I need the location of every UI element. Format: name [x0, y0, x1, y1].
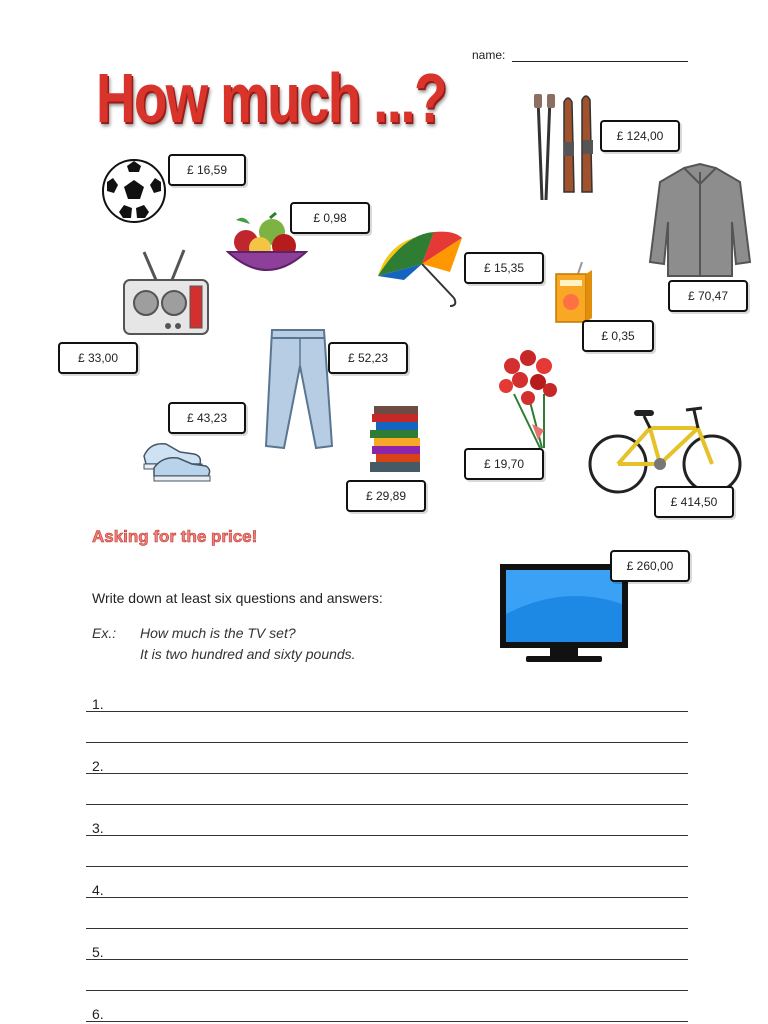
football-icon [101, 158, 167, 224]
answer-line[interactable] [86, 804, 688, 805]
price-tag-football: £ 16,59 [168, 154, 246, 186]
answer-line[interactable] [86, 773, 688, 774]
answer-line[interactable] [86, 990, 688, 991]
answer-line[interactable] [86, 711, 688, 712]
example-question: How much is the TV set? [140, 625, 296, 641]
answer-number-1: 1. [92, 696, 104, 712]
roses-icon [494, 344, 562, 454]
price-tag-jeans: £ 52,23 [328, 342, 408, 374]
price-tag-sneakers: £ 43,23 [168, 402, 246, 434]
answer-line[interactable] [86, 866, 688, 867]
instruction-text: Write down at least six questions and answers: [92, 590, 383, 606]
price-tag-books: £ 29,89 [346, 480, 426, 512]
price-tag-skis: £ 124,00 [600, 120, 680, 152]
price-tag-tv: £ 260,00 [610, 550, 690, 582]
example-answer: It is two hundred and sixty pounds. [140, 646, 356, 662]
price-tag-juice-box: £ 0,35 [582, 320, 654, 352]
name-label: name: [472, 48, 506, 62]
answer-line[interactable] [86, 1021, 688, 1022]
answer-number-4: 4. [92, 882, 104, 898]
bicycle-icon [588, 402, 744, 498]
juice-box-icon [552, 262, 596, 326]
answer-line[interactable] [86, 742, 688, 743]
example-label: Ex.: [92, 625, 117, 641]
price-tag-fruit-bowl: £ 0,98 [290, 202, 370, 234]
tv-icon [500, 564, 628, 664]
price-tag-jacket: £ 70,47 [668, 280, 748, 312]
answer-number-5: 5. [92, 944, 104, 960]
price-tag-bicycle: £ 414,50 [654, 486, 734, 518]
answer-number-3: 3. [92, 820, 104, 836]
answer-number-6: 6. [92, 1006, 104, 1022]
jacket-icon [648, 162, 752, 280]
answer-line[interactable] [86, 928, 688, 929]
skis-icon [528, 92, 602, 204]
answer-line[interactable] [86, 959, 688, 960]
page-title: How much ...? [96, 59, 446, 137]
books-icon [368, 404, 424, 476]
jeans-icon [262, 326, 334, 450]
price-tag-roses: £ 19,70 [464, 448, 544, 480]
price-tag-umbrella: £ 15,35 [464, 252, 544, 284]
answer-number-2: 2. [92, 758, 104, 774]
name-field[interactable] [512, 61, 688, 62]
price-tag-radio: £ 33,00 [58, 342, 138, 374]
section-subtitle: Asking for the price! [92, 527, 258, 546]
umbrella-icon [374, 220, 466, 310]
radio-icon [122, 248, 210, 336]
answer-line[interactable] [86, 835, 688, 836]
answer-line[interactable] [86, 897, 688, 898]
sneakers-icon [140, 434, 212, 484]
